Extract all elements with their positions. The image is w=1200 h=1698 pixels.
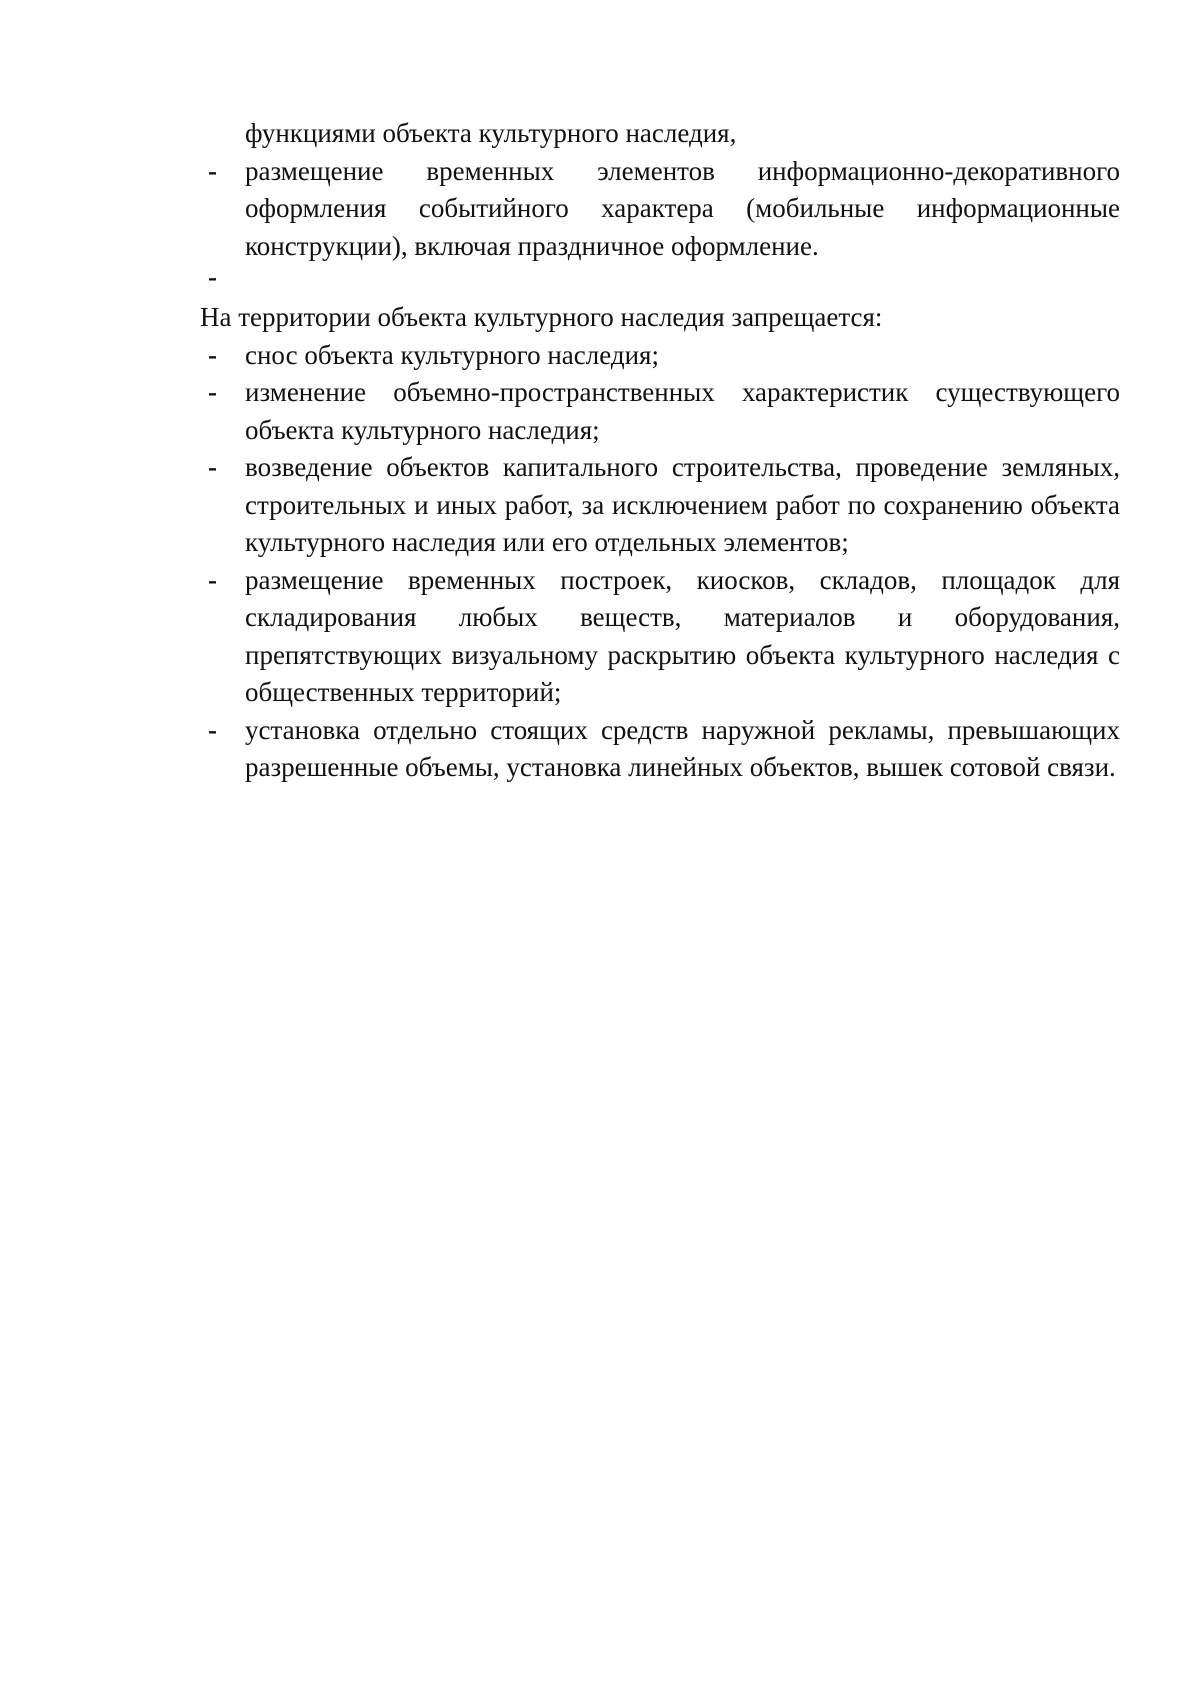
list-item-text: размещение временных построек, киосков, складов, площадок для складирования любых веществ, материалов и оборудования, препятствующих визуальному раскрытию объекта культурного наследия с общественных территорий;	[245, 564, 1120, 707]
list-item-prohibited-1	[200, 374, 1120, 449]
list-bullet: -	[208, 262, 217, 292]
list-item-prohibited-2	[200, 449, 1120, 562]
prohibited-intro: На территории объекта культурного наследия запрещается:	[200, 302, 883, 332]
list-item-text: установка отдельно стоящих средств наружной рекламы, превышающих разрешенные объемы, установка линейных объектов, вышек сотовой связи.	[245, 714, 1120, 782]
list-bullet: -	[208, 714, 217, 745]
continuation-line: функциями объекта культурного наследия,	[245, 118, 737, 148]
list-bullet: -	[208, 452, 217, 482]
list-bullet: -	[208, 339, 217, 370]
list-item-prohibited-3	[200, 562, 1120, 712]
empty-list-item	[200, 262, 1120, 299]
list-item-text: размещение временных элементов информационно-декоративного оформления событийного характера (мобильные информационные конструкции), включая праздничное оформление.	[245, 155, 1120, 261]
list-item-permitted-0	[200, 153, 1120, 266]
list-bullet: -	[208, 564, 217, 595]
list-item-text: снос объекта культурного наследия;	[245, 339, 659, 370]
list-item-prohibited-0	[200, 337, 1120, 375]
list-item-prohibited-4	[200, 712, 1120, 787]
list-item-text: возведение объектов капитального строительства, проведение земляных, строительных и иных работ, за исключением работ по сохранению объекта культурного наследия или его отдельных элементов;	[245, 452, 1120, 557]
document-body	[200, 115, 1120, 787]
list-bullet: -	[208, 377, 217, 407]
list-item-text: изменение объемно-пространственных характеристик существующего объекта культурного наследия;	[245, 377, 1120, 445]
list-bullet: -	[208, 155, 217, 186]
